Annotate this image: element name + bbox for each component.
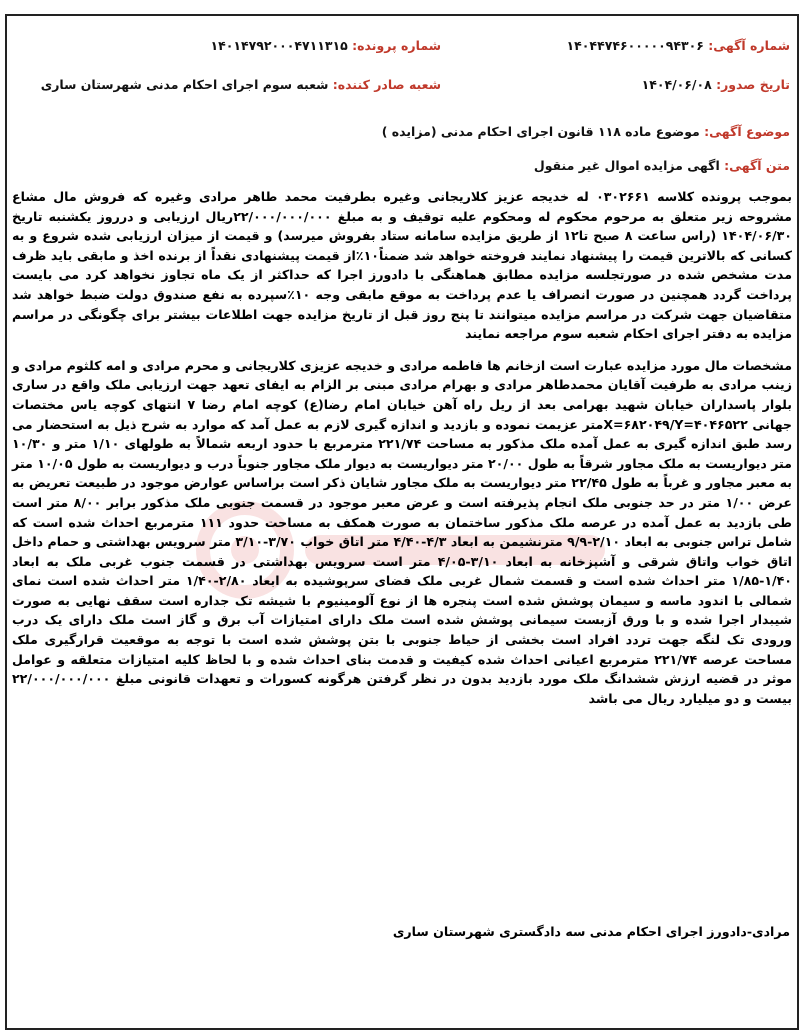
notice-paragraph-property: مشخصات مال مورد مزایده عبارت است ازخانم ها فاطمه مرادی و خدیجه عزیزی کلاریجانی و محرم مرادی و امه کلثوم مرادی و زینب مرادی به طرفیت آقایان محمدطاهر مرادی و بهرام مرادی مبنی بر الزام به ایفای تعهد جهت ارزیابی ملک واقع در ساری بلوار پاسداران خیابان شهید بهرامی بعد از ریل راه آهن خیابان امام رضا(ع) کوچه امام رضا ۷ انتهای کوچه یاس مختصات جهانی X=۶۸۲۰۴۹/Y=۴۰۴۶۵۲۲متر عزیمت نموده و بازدید و اندازه گیری لازم به عمل آمد که موارد به شرح ذیل به استحضار می رسد طبق اندازه گیری به عمل آمده ملک مذکور به مساحت ۲۲۱/۷۴ مترمربع با حدود اربعه شمالاً به طولهای ۱/۱۰ متر و ۱۰/۳۰ متر دیواریست به ملک مجاور شرقاً به طول ۲۰/۰۰ متر دیواریست به دیوار ملک مجاور جنوباً درب و دیواریست به طول ۱۰/۰۵ متر به معبر مجاور و غرباً به طول ۲۲/۴۵ متر دیواریست به ملک مجاور شایان ذکر است براساس عوارض موجود در طبیعت تعریض به عرض ۱/۰۰ متر در حد جنوبی ملک انجام پذیرفته است و عرض معبر موجود در قسمت جنوبی ملک مذکور برابر ۸/۰۰ متر است طی بازدید به عمل آمده در عرصه ملک مذکور ساختمان به صورت همکف به مساحت حدود ۱۱۱ مترمربع احداث شده است که شامل تراس جنوبی به ابعاد ۲/۱۰-۹/۹ مترنشیمن به ابعاد ۴/۳-۴/۴۰ متر اتاق خواب ۳/۷۰-۳/۱۰ متر سرویس بهداشتی و حمام داخل اتاق خواب واتاق شرقی و آشپزخانه به ابعاد ۳/۱۰-۴/۰۵ متر است سرویس بهداشتی در قسمت جنوب غربی ملک به ابعاد ۱/۴۰-۱/۸۵ متر احداث شده است و قسمت شمال غربی ملک فضای سرپوشیده به ابعاد ۲/۸۰-۱/۴۰ متر احداث شده است نمای شمالی با اندود ماسه و سیمان پوشش شده است پنجره ها از نوع آلومینیوم با شیشه تک جداره است سقف نهایی به صورت شیبدار اجرا شده و با ورق آزبست سیمانی پوشش شده است ملک دارای امتیازات آب برق و گاز است ملک دارای یک درب ورودی تک لنگه جهت تردد افراد است بخشی از حیاط جنوبی با بتن پوشش شده است با توجه به موقعیت قرارگیری ملک مساحت عرصه ۲۲۱/۷۴ مترمربع اعیانی احداث شده کیفیت و قدمت بنای احداث شده و با لحاظ کلیه امتیازات متعلقه و عوامل موثر در قضیه ارزش ششدانگ ملک مورد بازدید بدون در نظر گرفتن هرگونه کسورات و تعهدات قانونی مبلغ ۲۲/۰۰۰/۰۰۰/۰۰۰ بیست و دو میلیارد ریال می باشد [12,357,793,706]
notice-paragraph-auction: بموجب پرونده کلاسه ۰۳۰۲۶۶۱ له خدیجه عزیز کلاریجانی وغیره بطرفیت محمد طاهر مرادی وغیره که فروش مال مشاع مشروحه زیر متعلق به مرحوم محکوم له ومحکوم علیه توقیف و به مبلغ ۲۲/۰۰۰/۰۰۰/۰۰۰ریال ارزیابی و درروز یکشنبه تاریخ ۱۴۰۴/۰۶/۳۰ (راس ساعت ۸ صبح تا۱۲ از طریق مزایده سامانه ستاد بفروش میرسد) و قیمت از میزان ارزیابی شده شروع و به کسانی که بالاترین قیمت را پیشنهاد نمایند فروخته خواهد شد ضمناً۱۰٪از قیمت پیشنهادی نقداً از برنده اخذ و مابقی باید ظرف مدت مشخص شده در صورتجلسه مزایده مطابق هماهنگی با دادورز اجرا که حداکثر از یک ماه تجاوز نخواهد کرد می بایست پرداخت گردد همچنین در صورت انصراف یا عدم پرداخت به موقع مابقی وجه ۱۰٪سپرده به نفع صندوق دولت ضبط خواهد شد متقاضیان جهت شرکت در مراسم مزایده میتوانند تا پنج روز قبل از تاریخ مزایده جهت اطلاعات بیشتر برای چگونگی در مراسم مزایده به دفتر اجرای احکام شعبه سوم مراجعه نمایند [12,189,792,342]
ad-subject [382,124,790,139]
ad-number [567,38,790,53]
notice-body [12,187,792,720]
ad-subject-label: موضوع آگهی: [704,124,790,139]
ad-number-value: ۱۴۰۴۴۷۴۶۰۰۰۰۰۹۴۳۰۶ [566,38,704,53]
issuing-branch [41,77,441,92]
case-number-value: ۱۴۰۱۴۷۹۲۰۰۰۴۷۱۱۳۱۵ [210,38,348,53]
case-number [210,38,441,53]
issue-date-value: ۱۴۰۴/۰۶/۰۸ [641,77,712,92]
ad-number-label: شماره آگهی: [708,38,790,53]
signature-line: مرادی-دادورز اجرای احکام مدنی سه دادگستری شهرستان ساری [392,924,790,939]
ad-text-value: اگهی مزایده اموال غیر منقول [533,158,720,173]
case-number-label: شماره پرونده: [352,38,441,53]
issue-date [642,77,790,92]
issuing-branch-value: شعبه سوم اجرای احکام مدنی شهرستان ساری [40,77,329,92]
ad-text-title [534,158,790,173]
issue-date-label: تاریخ صدور: [716,77,790,92]
ad-subject-value: موضوع ماده ۱۱۸ قانون اجرای احکام مدنی (مزایده ) [381,124,700,139]
issuing-branch-label: شعبه صادر کننده: [332,77,441,92]
ad-text-label: متن آگهی: [724,158,790,173]
